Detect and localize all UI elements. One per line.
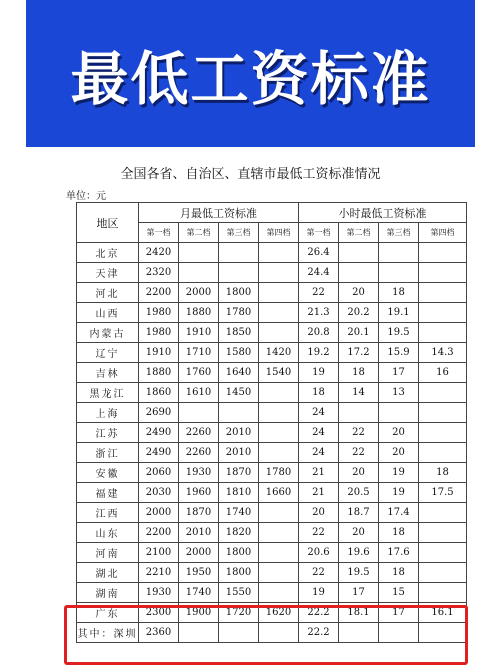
hourly-tier-2-cell	[339, 263, 379, 283]
hourly-tier-4-cell	[419, 423, 467, 443]
hourly-tier-2-cell: 14	[339, 383, 379, 403]
region-cell: 湖南	[77, 583, 139, 603]
hourly-tier-4-cell	[419, 263, 467, 283]
monthly-tier-3-cell	[219, 263, 259, 283]
monthly-tier-4-cell	[259, 423, 299, 443]
hourly-tier-2-cell: 22	[339, 423, 379, 443]
region-cell: 北京	[77, 243, 139, 263]
monthly-tier-4-cell	[259, 303, 299, 323]
monthly-tier-1-cell: 1980	[139, 323, 179, 343]
monthly-tier-1-cell: 2200	[139, 283, 179, 303]
monthly-tier-2-cell: 1710	[179, 343, 219, 363]
monthly-tier-3-cell: 1810	[219, 483, 259, 503]
hourly-tier-3-cell: 15.9	[379, 343, 419, 363]
monthly-tier-1-cell: 2360	[139, 623, 179, 643]
region-cell: 广东	[77, 603, 139, 623]
hourly-tier-2-cell: 18.1	[339, 603, 379, 623]
hourly-tier-2-cell: 19.6	[339, 543, 379, 563]
monthly-tier-1-cell: 1910	[139, 343, 179, 363]
monthly-tier-4-cell	[259, 283, 299, 303]
hourly-tier-4-cell: 16.1	[419, 603, 467, 623]
monthly-tier-1-cell: 2690	[139, 403, 179, 423]
hourly-tier-3-cell: 19	[379, 463, 419, 483]
monthly-tier-3-cell: 1820	[219, 523, 259, 543]
monthly-tier-2-cell: 1910	[179, 323, 219, 343]
hourly-tier-1-cell: 21	[299, 483, 339, 503]
hourly-tier-1-cell: 24	[299, 443, 339, 463]
monthly-tier-2-cell: 2010	[179, 523, 219, 543]
hourly-tier-2-cell: 18	[339, 363, 379, 383]
table-row	[77, 363, 467, 383]
hourly-tier-3-cell: 17	[379, 363, 419, 383]
hourly-tier-4-cell	[419, 583, 467, 603]
hourly-tier-4-cell: 14.3	[419, 343, 467, 363]
table-body	[77, 243, 467, 643]
monthly-tier-3-cell: 1550	[219, 583, 259, 603]
monthly-tier-3-cell	[219, 403, 259, 423]
monthly-tier-4-cell: 1780	[259, 463, 299, 483]
hourly-tier-1-cell: 19.2	[299, 343, 339, 363]
banner-title: 最低工资标准	[70, 44, 431, 113]
table-row	[77, 483, 467, 503]
title-banner	[26, 0, 475, 147]
region-cell: 内蒙古	[77, 323, 139, 343]
hourly-tier-4-cell	[419, 283, 467, 303]
monthly-tier-1-cell: 2300	[139, 603, 179, 623]
region-cell: 上海	[77, 403, 139, 423]
hourly-tier-4-cell: 18	[419, 463, 467, 483]
hourly-tier-2-cell: 22	[339, 443, 379, 463]
hourly-tier-2-cell: 20	[339, 523, 379, 543]
table-row	[77, 503, 467, 523]
hourly-tier-3-cell: 18	[379, 563, 419, 583]
monthly-tier-4-cell	[259, 383, 299, 403]
table-row	[77, 583, 467, 603]
monthly-tier-3-cell: 1800	[219, 563, 259, 583]
hourly-tier-1-cell: 18	[299, 383, 339, 403]
table-row	[77, 243, 467, 263]
region-cell: 江苏	[77, 423, 139, 443]
table-row	[77, 263, 467, 283]
monthly-tier-4-cell	[259, 323, 299, 343]
monthly-tier-1-cell: 2000	[139, 503, 179, 523]
hourly-tier-3-cell	[379, 243, 419, 263]
monthly-tier-3-cell: 2010	[219, 423, 259, 443]
table-row	[77, 343, 467, 363]
hourly-tier-2-cell: 17	[339, 583, 379, 603]
monthly-tier-2-cell	[179, 263, 219, 283]
hourly-tier-3-cell: 17.6	[379, 543, 419, 563]
hourly-tier-3-cell: 19.5	[379, 323, 419, 343]
monthly-tier-2-cell: 1760	[179, 363, 219, 383]
monthly-tier-4-cell	[259, 563, 299, 583]
monthly-tier-3-cell: 1780	[219, 303, 259, 323]
region-cell: 江西	[77, 503, 139, 523]
monthly-tier-4-cell	[259, 543, 299, 563]
hourly-tier-1-cell: 20.8	[299, 323, 339, 343]
monthly-tier-2-cell: 1610	[179, 383, 219, 403]
hourly-tier-3-cell: 17.4	[379, 503, 419, 523]
hourly-tier-3-cell: 18	[379, 523, 419, 543]
header-region: 地区	[77, 203, 139, 243]
hourly-tier-3-cell: 18	[379, 283, 419, 303]
monthly-tier-3-cell: 1740	[219, 503, 259, 523]
region-cell: 河北	[77, 283, 139, 303]
hourly-tier-4-cell	[419, 503, 467, 523]
monthly-tier-1-cell: 2100	[139, 543, 179, 563]
monthly-tier-1-cell: 2320	[139, 263, 179, 283]
region-cell: 山西	[77, 303, 139, 323]
header-monthly: 月最低工资标准	[139, 203, 299, 223]
guangdong-highlight-box	[64, 605, 468, 665]
hourly-tier-3-cell	[379, 403, 419, 423]
monthly-tier-1-cell: 1980	[139, 303, 179, 323]
monthly-tier-4-cell	[259, 403, 299, 423]
header-hourly-tier-3: 第三档	[379, 223, 419, 243]
hourly-tier-1-cell: 21	[299, 463, 339, 483]
table-row	[77, 543, 467, 563]
hourly-tier-2-cell	[339, 403, 379, 423]
hourly-tier-1-cell: 22	[299, 283, 339, 303]
header-hourly-tier-4: 第四档	[419, 223, 467, 243]
hourly-tier-2-cell	[339, 243, 379, 263]
region-cell: 湖北	[77, 563, 139, 583]
monthly-tier-3-cell: 1580	[219, 343, 259, 363]
table-row	[77, 423, 467, 443]
hourly-tier-3-cell: 20	[379, 443, 419, 463]
monthly-tier-4-cell: 1540	[259, 363, 299, 383]
table-row	[77, 303, 467, 323]
monthly-tier-1-cell: 2200	[139, 523, 179, 543]
hourly-tier-4-cell	[419, 443, 467, 463]
table-row	[77, 383, 467, 403]
header-hourly-tier-2: 第二档	[339, 223, 379, 243]
hourly-tier-1-cell: 19	[299, 583, 339, 603]
monthly-tier-2-cell: 1880	[179, 303, 219, 323]
monthly-tier-1-cell: 2060	[139, 463, 179, 483]
monthly-tier-1-cell: 1860	[139, 383, 179, 403]
monthly-tier-2-cell: 1950	[179, 563, 219, 583]
hourly-tier-3-cell: 17	[379, 603, 419, 623]
hourly-tier-1-cell: 22.2	[299, 603, 339, 623]
table-row	[77, 563, 467, 583]
table-row	[77, 523, 467, 543]
hourly-tier-2-cell: 20.1	[339, 323, 379, 343]
hourly-tier-1-cell: 26.4	[299, 243, 339, 263]
monthly-tier-4-cell: 1660	[259, 483, 299, 503]
region-cell: 河南	[77, 543, 139, 563]
monthly-tier-3-cell: 1870	[219, 463, 259, 483]
monthly-tier-2-cell: 1870	[179, 503, 219, 523]
header-hourly-tier-1: 第一档	[299, 223, 339, 243]
hourly-tier-4-cell	[419, 383, 467, 403]
monthly-tier-2-cell: 2260	[179, 443, 219, 463]
hourly-tier-4-cell	[419, 403, 467, 423]
monthly-tier-4-cell	[259, 583, 299, 603]
monthly-tier-3-cell: 2010	[219, 443, 259, 463]
hourly-tier-1-cell: 22	[299, 523, 339, 543]
monthly-tier-2-cell: 1930	[179, 463, 219, 483]
hourly-tier-2-cell: 20.5	[339, 483, 379, 503]
monthly-tier-2-cell: 2260	[179, 423, 219, 443]
region-cell: 其中：深圳	[77, 623, 139, 643]
monthly-tier-1-cell: 2030	[139, 483, 179, 503]
monthly-tier-1-cell: 2490	[139, 443, 179, 463]
hourly-tier-4-cell: 17.5	[419, 483, 467, 503]
document-title: 全国各省、自治区、直辖市最低工资标准情况	[120, 167, 381, 182]
monthly-tier-4-cell	[259, 523, 299, 543]
hourly-tier-2-cell: 19.5	[339, 563, 379, 583]
table-row	[77, 463, 467, 483]
monthly-tier-1-cell: 1930	[139, 583, 179, 603]
monthly-tier-3-cell: 1640	[219, 363, 259, 383]
monthly-tier-4-cell	[259, 503, 299, 523]
hourly-tier-4-cell: 16	[419, 363, 467, 383]
hourly-tier-3-cell: 13	[379, 383, 419, 403]
hourly-tier-3-cell: 19	[379, 483, 419, 503]
monthly-tier-2-cell: 1740	[179, 583, 219, 603]
table-row	[77, 403, 467, 423]
region-cell: 黑龙江	[77, 383, 139, 403]
monthly-tier-3-cell: 1850	[219, 323, 259, 343]
hourly-tier-2-cell: 20.2	[339, 303, 379, 323]
unit-label: 单位：元	[66, 191, 106, 202]
hourly-tier-4-cell	[419, 563, 467, 583]
hourly-tier-3-cell	[379, 263, 419, 283]
table-row	[77, 443, 467, 463]
hourly-tier-1-cell: 19	[299, 363, 339, 383]
hourly-tier-1-cell: 22.2	[299, 623, 339, 643]
hourly-tier-1-cell: 24	[299, 423, 339, 443]
monthly-tier-3-cell: 1800	[219, 283, 259, 303]
monthly-tier-1-cell: 2210	[139, 563, 179, 583]
monthly-tier-2-cell	[179, 243, 219, 263]
monthly-tier-2-cell: 2000	[179, 283, 219, 303]
monthly-tier-2-cell: 2000	[179, 543, 219, 563]
hourly-tier-1-cell: 24	[299, 403, 339, 423]
region-cell: 福建	[77, 483, 139, 503]
region-cell: 安徽	[77, 463, 139, 483]
header-monthly-tier-3: 第三档	[219, 223, 259, 243]
region-cell: 浙江	[77, 443, 139, 463]
hourly-tier-2-cell: 20	[339, 283, 379, 303]
table-row	[77, 323, 467, 343]
monthly-tier-2-cell: 1960	[179, 483, 219, 503]
monthly-tier-4-cell	[259, 263, 299, 283]
hourly-tier-1-cell: 21.3	[299, 303, 339, 323]
monthly-tier-1-cell: 2490	[139, 423, 179, 443]
monthly-tier-2-cell	[179, 403, 219, 423]
hourly-tier-2-cell: 18.7	[339, 503, 379, 523]
hourly-tier-4-cell	[419, 303, 467, 323]
monthly-tier-3-cell: 1800	[219, 543, 259, 563]
monthly-tier-3-cell: 1450	[219, 383, 259, 403]
monthly-tier-4-cell	[259, 443, 299, 463]
monthly-tier-1-cell: 2420	[139, 243, 179, 263]
monthly-tier-3-cell: 1720	[219, 603, 259, 623]
hourly-tier-3-cell: 20	[379, 423, 419, 443]
hourly-tier-3-cell: 15	[379, 583, 419, 603]
hourly-tier-4-cell	[419, 243, 467, 263]
monthly-tier-3-cell	[219, 243, 259, 263]
region-cell: 吉林	[77, 363, 139, 383]
hourly-tier-1-cell: 22	[299, 563, 339, 583]
monthly-tier-4-cell: 1420	[259, 343, 299, 363]
header-hourly: 小时最低工资标准	[299, 203, 467, 223]
hourly-tier-4-cell	[419, 323, 467, 343]
hourly-tier-1-cell: 20	[299, 503, 339, 523]
hourly-tier-2-cell: 17.2	[339, 343, 379, 363]
header-monthly-tier-1: 第一档	[139, 223, 179, 243]
hourly-tier-1-cell: 20.6	[299, 543, 339, 563]
table-row	[77, 283, 467, 303]
region-cell: 天津	[77, 263, 139, 283]
header-monthly-tier-2: 第二档	[179, 223, 219, 243]
min-wage-table	[76, 202, 467, 643]
hourly-tier-4-cell	[419, 523, 467, 543]
region-cell: 辽宁	[77, 343, 139, 363]
monthly-tier-4-cell: 1620	[259, 603, 299, 623]
hourly-tier-3-cell: 19.1	[379, 303, 419, 323]
hourly-tier-2-cell: 20	[339, 463, 379, 483]
monthly-tier-4-cell	[259, 243, 299, 263]
monthly-tier-1-cell: 1880	[139, 363, 179, 383]
hourly-tier-1-cell: 24.4	[299, 263, 339, 283]
header-monthly-tier-4: 第四档	[259, 223, 299, 243]
document-page	[26, 147, 475, 647]
region-cell: 山东	[77, 523, 139, 543]
monthly-tier-2-cell: 1900	[179, 603, 219, 623]
hourly-tier-4-cell	[419, 543, 467, 563]
